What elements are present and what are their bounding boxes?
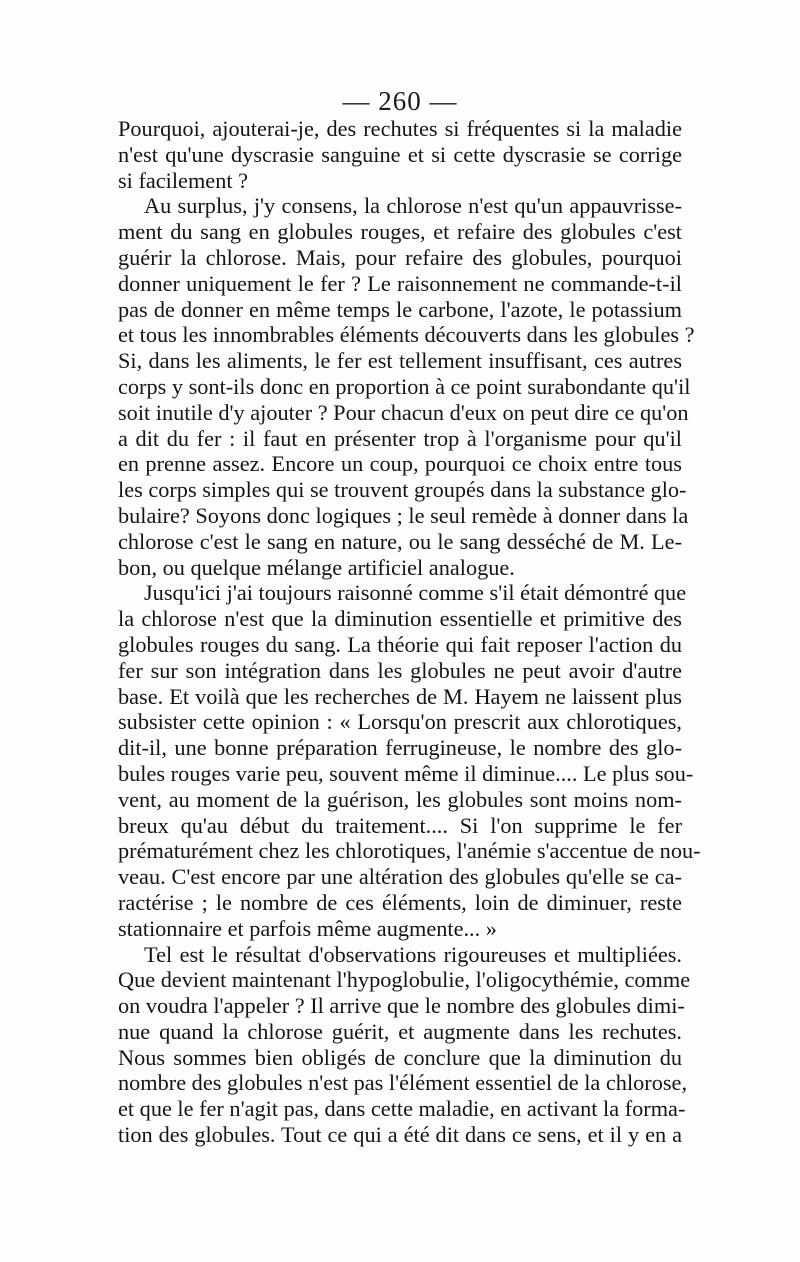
text-line: nue quand la chlorose guérit, et augmente dans les rechutes. (118, 1018, 682, 1044)
text-line: corps y sont-ils donc en proportion à ce point surabondante qu'il (118, 373, 691, 399)
page-number: — 260 — (342, 86, 458, 116)
text-line: ment du sang en globules rouges, et refaire des globules c'est (118, 219, 682, 245)
text-line: pas de donner en même temps le carbone, l'azote, le potassium (118, 296, 682, 322)
text-line: breux qu'au début du traitement.... Si l'on supprime le fer (118, 812, 682, 838)
text-line: donner uniquement le fer ? Le raisonnement ne commande-t-il (118, 270, 682, 296)
text-line: bon, ou quelque mélange artificiel analogue. (118, 554, 515, 580)
text-line: nombre des globules n'est pas l'élément essentiel de la chlorose, (118, 1070, 688, 1096)
text-line: Jusqu'ici j'ai toujours raisonné comme s'il était démontré que (144, 580, 687, 606)
text-line: Nous sommes bien obligés de conclure que la diminution du (118, 1044, 682, 1070)
text-line: stationnaire et parfois même augmente... » (118, 915, 497, 941)
text-line: vent, au moment de la guérison, les globules sont moins nom- (118, 786, 682, 812)
text-line: en prenne assez. Encore un coup, pourquoi ce choix entre tous (118, 451, 682, 477)
text-line: si facilement ? (118, 167, 249, 193)
text-line: guérir la chlorose. Mais, pour refaire des globules, pourquoi (118, 244, 682, 270)
text-line: soit inutile d'y ajouter ? Pour chacun d'eux on peut dire ce qu'on (118, 399, 689, 425)
text-line: bules rouges varie peu, souvent même il diminue.... Le plus sou- (118, 760, 694, 786)
text-line: Au surplus, j'y consens, la chlorose n'est qu'un appauvrisse- (144, 193, 682, 219)
text-line: la chlorose n'est que la diminution essentielle et primitive des (118, 606, 682, 632)
text-line: chlorose c'est le sang en nature, ou le sang desséché de M. Le- (118, 528, 682, 554)
text-line: globules rouges du sang. La théorie qui fait reposer l'action du (118, 631, 682, 657)
text-line: bulaire? Soyons donc logiques ; le seul remède à donner dans la (118, 502, 689, 528)
text-line: on voudra l'appeler ? Il arrive que le nombre des globules dimi- (118, 993, 685, 1019)
text-line: prématurément chez les chlorotiques, l'anémie s'accentue de nou- (118, 838, 701, 864)
text-line: dit-il, une bonne préparation ferrugineuse, le nombre des glo- (118, 735, 682, 761)
text-line: les corps simples qui se trouvent groupés dans la substance glo- (118, 477, 687, 503)
text-line: fer sur son intégration dans les globules ne peut avoir d'autre (118, 657, 682, 683)
text-line: a dit du fer : il faut en présenter trop à l'organisme pour qu'il (118, 425, 682, 451)
text-line: Tel est le résultat d'observations rigoureuses et multipliées. (144, 941, 682, 967)
text-line: base. Et voilà que les recherches de M. Hayem ne laissent plus (118, 683, 682, 709)
text-line: Si, dans les aliments, le fer est tellement insuffisant, ces autres (118, 348, 682, 374)
text-line: Pourquoi, ajouterai-je, des rechutes si fréquentes si la maladie (118, 116, 682, 141)
text-line: tion des globules. Tout ce qui a été dit dans ce sens, et il y en a (118, 1122, 682, 1148)
text-line: Que devient maintenant l'hypoglobulie, l'oligocythémie, comme (118, 967, 691, 993)
text-line: n'est qu'une dyscrasie sanguine et si cette dyscrasie se corrige (118, 141, 682, 167)
text-line: et tous les innombrables éléments découverts dans les globules ? (118, 322, 695, 348)
text-line: ractérise ; le nombre de ces éléments, loin de diminuer, reste (118, 889, 682, 915)
body-text (118, 116, 701, 1148)
text-line: subsister cette opinion : « Lorsqu'on prescrit aux chlorotiques, (118, 709, 682, 735)
text-line: et que le fer n'agit pas, dans cette maladie, en activant la forma- (118, 1096, 686, 1122)
text-line: veau. C'est encore par une altération des globules qu'elle se ca- (118, 864, 682, 890)
